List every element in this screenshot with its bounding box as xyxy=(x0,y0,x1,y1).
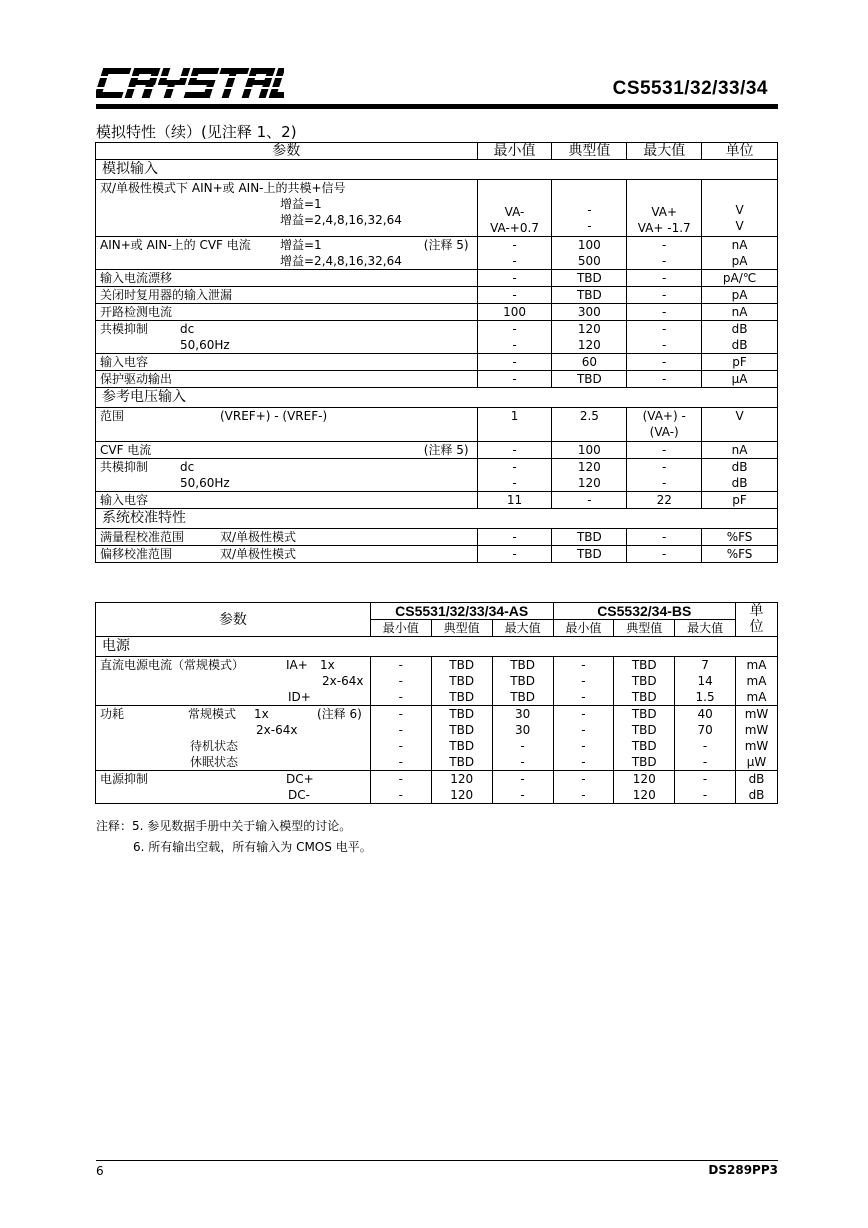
table-cell: 典型值 xyxy=(614,620,675,637)
cell-text: - xyxy=(581,739,586,753)
cell-text: - xyxy=(398,772,403,786)
cell-text: VA+ -1.7 xyxy=(637,221,691,235)
table-cell xyxy=(614,771,675,804)
table-cell xyxy=(552,321,627,354)
table-row xyxy=(96,388,778,408)
cell-text: 50,60Hz xyxy=(180,476,230,490)
cell-text: TBD xyxy=(631,723,657,737)
cell-text: (注释 6) xyxy=(317,707,362,721)
table-cell xyxy=(627,237,702,270)
cell-text: mW xyxy=(744,739,769,753)
table-cell xyxy=(431,771,492,804)
table-cell: 输入电流漂移 xyxy=(96,270,478,287)
table-cell: - xyxy=(477,529,552,546)
cell-text: VA-+0.7 xyxy=(490,221,539,235)
cell-text: 直流电源电流（常规模式） xyxy=(100,658,245,672)
cell-text: - xyxy=(581,755,586,769)
cell-text: - xyxy=(398,788,403,802)
cell-text: dB xyxy=(731,460,748,474)
cell-text: - xyxy=(662,322,667,336)
cell-text: 功耗 xyxy=(100,707,125,721)
table-row xyxy=(96,304,778,321)
table-cell xyxy=(96,180,478,237)
cell-text: IA+ xyxy=(286,658,308,672)
cell-text: - xyxy=(398,755,403,769)
table-cell: - xyxy=(477,546,552,563)
table-cell: - xyxy=(627,442,702,459)
cell-text: 30 xyxy=(514,723,531,737)
cell-text: 满量程校准范围 xyxy=(100,530,185,544)
table-row xyxy=(96,270,778,287)
table-cell: 输入电容 xyxy=(96,492,478,509)
table-cell xyxy=(477,321,552,354)
page-number: 6 xyxy=(96,1164,104,1178)
table-cell: %FS xyxy=(702,529,778,546)
table-cell xyxy=(96,771,371,804)
cell-text: V xyxy=(735,203,744,217)
table-row xyxy=(96,180,778,237)
table-cell: 22 xyxy=(627,492,702,509)
cell-text: CVF 电流 xyxy=(100,443,152,457)
table-cell: 关闭时复用器的输入泄漏 xyxy=(96,287,478,304)
table-row xyxy=(96,408,778,442)
cell-text: - xyxy=(662,338,667,352)
table-row xyxy=(96,637,778,657)
cell-text: - xyxy=(512,238,517,252)
table-cell: - xyxy=(627,529,702,546)
cell-text: - xyxy=(512,338,517,352)
table-cell: nA xyxy=(702,304,778,321)
cell-text: TBD xyxy=(631,707,657,721)
table-cell: pA xyxy=(702,287,778,304)
cell-text: 120 xyxy=(577,460,601,474)
cell-text: - xyxy=(520,739,525,753)
cell-text: - xyxy=(581,707,586,721)
table-cell: TBD xyxy=(552,546,627,563)
cell-text: mA xyxy=(746,690,767,704)
header-group-as: CS5531/32/33/34-AS xyxy=(370,603,553,620)
cell-text: 增益=2,4,8,16,32,64 xyxy=(280,213,402,227)
cell-text: 40 xyxy=(697,707,713,721)
table-cell: 最大值 xyxy=(675,620,736,637)
table-cell xyxy=(96,237,478,270)
table-cell xyxy=(96,408,478,442)
table-row xyxy=(96,160,778,180)
table-cell xyxy=(370,771,431,804)
cell-text: - xyxy=(512,254,517,268)
cell-text: (VA+) - xyxy=(642,409,686,423)
cell-text: 30 xyxy=(514,707,531,721)
table-row xyxy=(96,442,778,459)
cell-text: 1x xyxy=(254,707,269,721)
cell-text: TBD xyxy=(449,690,475,704)
cell-text: mA xyxy=(746,658,767,672)
cell-text: 120 xyxy=(577,476,601,490)
table-cell: - xyxy=(552,492,627,509)
cell-text: 1x xyxy=(320,658,335,672)
cell-text: μW xyxy=(746,755,767,769)
table-cell: TBD xyxy=(552,529,627,546)
cell-text: dB xyxy=(748,772,765,786)
table-cell: 1 xyxy=(477,408,552,442)
table-cell xyxy=(553,706,614,771)
cell-text: 常规模式 xyxy=(188,707,237,721)
table-cell: 100 xyxy=(477,304,552,321)
cell-text: DC+ xyxy=(286,772,314,786)
table-cell xyxy=(702,321,778,354)
table-cell: %FS xyxy=(702,546,778,563)
cell-text: 1.5 xyxy=(695,690,715,704)
cell-text: - xyxy=(398,707,403,721)
cell-text: - xyxy=(581,788,586,802)
cell-text: 增益=1 xyxy=(280,238,322,252)
section-analog-input: 模拟输入 xyxy=(96,160,778,180)
table-cell xyxy=(96,459,478,492)
table-row xyxy=(96,237,778,270)
cell-text: 500 xyxy=(577,254,601,268)
table-cell: 输入电容 xyxy=(96,354,478,371)
table-cell xyxy=(675,706,736,771)
cell-text: - xyxy=(702,739,708,753)
table-cell xyxy=(736,771,778,804)
cell-text: - xyxy=(587,219,592,233)
table-row xyxy=(96,706,778,771)
note-6: 6. 所有输出空载，所有输入为 CMOS 电平。 xyxy=(133,840,372,854)
cell-text: TBD xyxy=(631,690,657,704)
table-cell: 最大值 xyxy=(492,620,553,637)
cell-text: VA+ xyxy=(651,205,678,219)
cell-text: (VA-) xyxy=(649,425,679,439)
cell-text: - xyxy=(587,203,592,217)
cell-text: - xyxy=(662,254,667,268)
table-cell xyxy=(431,657,492,706)
cell-text: - xyxy=(520,772,525,786)
header-unit: 单 位 xyxy=(736,603,778,637)
table-cell: 最小值 xyxy=(553,620,614,637)
cell-text: 100 xyxy=(577,238,601,252)
cell-text: dc xyxy=(180,460,195,474)
table-cell xyxy=(96,321,478,354)
analog-characteristics-table xyxy=(95,142,778,563)
table-row xyxy=(96,371,778,388)
table-cell xyxy=(627,321,702,354)
cell-text: - xyxy=(662,238,667,252)
header-max: 最大值 xyxy=(627,143,702,160)
cell-text: mW xyxy=(744,707,769,721)
cell-text: TBD xyxy=(631,674,657,688)
table-cell xyxy=(370,657,431,706)
table-row xyxy=(96,492,778,509)
table-row xyxy=(96,603,778,620)
cell-text: - xyxy=(398,739,403,753)
cell-text: - xyxy=(398,674,403,688)
cell-text: dB xyxy=(748,788,765,802)
cell-text: 增益=1 xyxy=(280,197,322,211)
section-ref-input: 参考电压输入 xyxy=(96,388,778,408)
cell-text: pA xyxy=(731,254,748,268)
table-row xyxy=(96,321,778,354)
table-cell: 60 xyxy=(552,354,627,371)
cell-text: 2x-64x xyxy=(256,723,298,737)
table-row xyxy=(96,771,778,804)
cell-text: 120 xyxy=(632,788,656,802)
footer-rule xyxy=(96,1160,778,1161)
cell-text: - xyxy=(702,755,708,769)
table-cell: 11 xyxy=(477,492,552,509)
table-cell xyxy=(492,771,553,804)
cell-text: TBD xyxy=(631,755,657,769)
table-cell: μA xyxy=(702,371,778,388)
cell-text: - xyxy=(398,723,403,737)
table-cell: - xyxy=(627,546,702,563)
table-cell: 2.5 xyxy=(552,408,627,442)
cell-text: - xyxy=(520,788,525,802)
cell-text: 70 xyxy=(697,723,713,737)
cell-text: 双/单极性模式下 AIN+或 AIN-上的共模+信号 xyxy=(100,181,346,195)
table-cell: - xyxy=(477,442,552,459)
table-cell: pA/℃ xyxy=(702,270,778,287)
table-cell: - xyxy=(477,371,552,388)
cell-text: 120 xyxy=(450,772,474,786)
cell-text: TBD xyxy=(449,674,475,688)
cell-text: mW xyxy=(744,723,769,737)
cell-text: dB xyxy=(731,338,748,352)
cell-text: dB xyxy=(731,322,748,336)
cell-text: 偏移校准范围 xyxy=(100,547,173,561)
cell-text: - xyxy=(512,460,517,474)
table-cell xyxy=(552,459,627,492)
cell-text: 双/单极性模式 xyxy=(220,547,297,561)
table-cell: - xyxy=(627,287,702,304)
cell-text: 120 xyxy=(450,788,474,802)
table-row xyxy=(96,459,778,492)
table-cell: 开路检测电流 xyxy=(96,304,478,321)
cell-text: - xyxy=(702,772,708,786)
table-cell xyxy=(552,180,627,237)
cell-text: V xyxy=(735,219,744,233)
table-cell: TBD xyxy=(552,287,627,304)
cell-text: AIN+或 AIN-上的 CVF 电流 xyxy=(100,238,251,252)
cell-text: TBD xyxy=(510,690,535,704)
table-cell xyxy=(96,546,478,563)
cell-text: 120 xyxy=(577,338,601,352)
table-cell: 保护驱动输出 xyxy=(96,371,478,388)
table-cell xyxy=(477,180,552,237)
cell-text: 休眠状态 xyxy=(190,755,239,769)
table-cell xyxy=(627,459,702,492)
cell-text: dc xyxy=(180,322,195,336)
cell-text: TBD xyxy=(510,658,535,672)
cell-text: mA xyxy=(746,674,767,688)
table-cell xyxy=(96,706,371,771)
header-group-bs: CS5532/34-BS xyxy=(553,603,735,620)
table-header-row xyxy=(96,143,778,160)
cell-text: - xyxy=(398,658,403,672)
cell-text: TBD xyxy=(510,674,535,688)
cell-text: 增益=2,4,8,16,32,64 xyxy=(280,254,402,268)
table-cell: - xyxy=(477,270,552,287)
section-title: 模拟特性（续）(见注释 1、2) xyxy=(96,123,297,141)
cell-text: 120 xyxy=(577,322,601,336)
table-row xyxy=(96,529,778,546)
table-cell: - xyxy=(627,304,702,321)
table-cell xyxy=(96,442,478,459)
table-cell xyxy=(552,237,627,270)
table-cell: 300 xyxy=(552,304,627,321)
table-cell xyxy=(614,657,675,706)
table-cell xyxy=(614,706,675,771)
cell-text: - xyxy=(512,322,517,336)
cell-text: (VREF+) - (VREF-) xyxy=(220,409,328,423)
table-cell xyxy=(736,706,778,771)
table-cell xyxy=(702,237,778,270)
cell-text: TBD xyxy=(449,658,475,672)
table-row xyxy=(96,657,778,706)
section-power: 电源 xyxy=(96,637,778,657)
header-unit: 单位 xyxy=(702,143,778,160)
header-typ: 典型值 xyxy=(552,143,627,160)
table-row xyxy=(96,546,778,563)
crystal-logo xyxy=(96,66,284,100)
table-cell xyxy=(477,459,552,492)
cell-text: 7 xyxy=(701,658,709,672)
table-cell: - xyxy=(627,371,702,388)
table-cell xyxy=(675,771,736,804)
table-cell xyxy=(702,459,778,492)
header-param: 参数 xyxy=(96,603,371,637)
table-cell xyxy=(96,657,371,706)
cell-text: - xyxy=(581,723,586,737)
cell-text: - xyxy=(398,690,403,704)
cell-text: ID+ xyxy=(288,690,311,704)
header-param: 参数 xyxy=(96,143,478,160)
table-cell xyxy=(627,408,702,442)
table-cell: TBD xyxy=(552,270,627,287)
table-cell: nA xyxy=(702,442,778,459)
cell-text: TBD xyxy=(449,723,475,737)
table-cell xyxy=(492,657,553,706)
note-5: 注释：5. 参见数据手册中关于输入模型的讨论。 xyxy=(96,819,352,833)
table-cell: 最小值 xyxy=(370,620,431,637)
table-cell xyxy=(477,237,552,270)
table-cell xyxy=(431,706,492,771)
power-supply-table xyxy=(95,602,778,804)
section-system-cal: 系统校准特性 xyxy=(96,509,778,529)
cell-text: TBD xyxy=(631,658,657,672)
table-cell: V xyxy=(702,408,778,442)
table-cell: 100 xyxy=(552,442,627,459)
cell-text: TBD xyxy=(631,739,657,753)
cell-text: - xyxy=(581,690,586,704)
cell-text: (注释 5) xyxy=(423,443,469,457)
table-cell xyxy=(492,706,553,771)
cell-text: - xyxy=(581,772,586,786)
table-cell: 典型值 xyxy=(431,620,492,637)
cell-text: (注释 5) xyxy=(423,238,469,252)
table-cell xyxy=(675,657,736,706)
cell-text: 共模抑制 xyxy=(100,322,149,336)
cell-text: VA- xyxy=(504,205,525,219)
cell-text: TBD xyxy=(449,739,475,753)
table-cell xyxy=(96,529,478,546)
cell-text: dB xyxy=(731,476,748,490)
table-cell xyxy=(702,180,778,237)
cell-text: 范围 xyxy=(100,409,125,423)
cell-text: - xyxy=(662,460,667,474)
cell-text: 14 xyxy=(697,674,713,688)
table-cell xyxy=(553,771,614,804)
cell-text: nA xyxy=(731,238,748,252)
cell-text: - xyxy=(662,476,667,490)
cell-text: - xyxy=(581,658,586,672)
table-row xyxy=(96,509,778,529)
cell-text: 2x-64x xyxy=(322,674,364,688)
table-row xyxy=(96,287,778,304)
table-cell xyxy=(553,657,614,706)
cell-text: - xyxy=(520,755,525,769)
table-cell: pF xyxy=(702,354,778,371)
cell-text: TBD xyxy=(449,707,475,721)
table-cell: TBD xyxy=(552,371,627,388)
table-cell: pF xyxy=(702,492,778,509)
cell-text: - xyxy=(581,674,586,688)
cell-text: 共模抑制 xyxy=(100,460,149,474)
table-row xyxy=(96,354,778,371)
header-min: 最小值 xyxy=(477,143,552,160)
cell-text: DC- xyxy=(288,788,310,802)
header-rule xyxy=(96,104,778,109)
table-cell xyxy=(736,657,778,706)
part-number-header: CS5531/32/33/34 xyxy=(612,78,768,99)
cell-text: TBD xyxy=(449,755,475,769)
cell-text: - xyxy=(702,788,708,802)
table-cell: - xyxy=(627,354,702,371)
cell-text: 待机状态 xyxy=(190,739,239,753)
cell-text: 电源抑制 xyxy=(100,772,149,786)
cell-text: 50,60Hz xyxy=(180,338,230,352)
table-cell: - xyxy=(477,354,552,371)
cell-text: 120 xyxy=(632,772,656,786)
document-id: DS289PP3 xyxy=(708,1163,778,1177)
cell-text: - xyxy=(512,476,517,490)
table-cell: - xyxy=(627,270,702,287)
table-cell: - xyxy=(477,287,552,304)
cell-text: 双/单极性模式 xyxy=(220,530,297,544)
table-cell xyxy=(370,706,431,771)
table-cell xyxy=(627,180,702,237)
